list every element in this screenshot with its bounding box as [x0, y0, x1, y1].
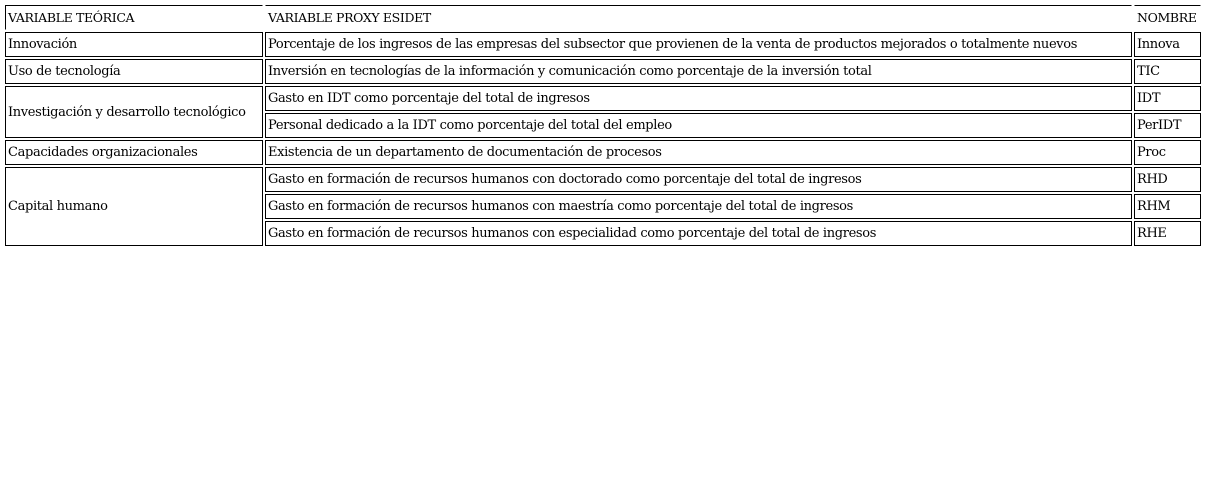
theoretical-cell: Investigación y desarrollo tecnológico [5, 86, 263, 138]
table-row [5, 59, 1201, 84]
table-row [5, 140, 1201, 165]
proxy-cell: Personal dedicado a la IDT como porcentaje del total del empleo [265, 113, 1132, 138]
name-cell: RHD [1134, 167, 1201, 192]
proxy-cell: Inversión en tecnologías de la información y comunicación como porcentaje de la inversión total [265, 59, 1132, 84]
name-cell: PerIDT [1134, 113, 1201, 138]
header-name: NOMBRE [1134, 5, 1201, 30]
name-cell: Proc [1134, 140, 1201, 165]
proxy-cell: Gasto en IDT como porcentaje del total de ingresos [265, 86, 1132, 111]
header-theoretical-variable: VARIABLE TEÓRICA [5, 5, 263, 30]
proxy-cell: Porcentaje de los ingresos de las empresas del subsector que provienen de la venta de productos mejorados o totalmente nuevos [265, 32, 1132, 57]
header-proxy-variable: VARIABLE PROXY ESIDET [265, 5, 1132, 30]
name-cell: TIC [1134, 59, 1201, 84]
theoretical-cell: Uso de tecnología [5, 59, 263, 84]
proxy-cell: Existencia de un departamento de documentación de procesos [265, 140, 1132, 165]
table-header-row [5, 5, 1201, 30]
proxy-cell: Gasto en formación de recursos humanos con maestría como porcentaje del total de ingresos [265, 194, 1132, 219]
theoretical-cell: Capital humano [5, 167, 263, 246]
name-cell: Innova [1134, 32, 1201, 57]
name-cell: IDT [1134, 86, 1201, 111]
name-cell: RHE [1134, 221, 1201, 246]
table-row [5, 167, 1201, 192]
theoretical-cell: Innovación [5, 32, 263, 57]
proxy-cell: Gasto en formación de recursos humanos con doctorado como porcentaje del total de ingresos [265, 167, 1132, 192]
variables-table [3, 3, 1203, 248]
table-row [5, 86, 1201, 111]
name-cell: RHM [1134, 194, 1201, 219]
table-row [5, 32, 1201, 57]
theoretical-cell: Capacidades organizacionales [5, 140, 263, 165]
proxy-cell: Gasto en formación de recursos humanos con especialidad como porcentaje del total de ingresos [265, 221, 1132, 246]
